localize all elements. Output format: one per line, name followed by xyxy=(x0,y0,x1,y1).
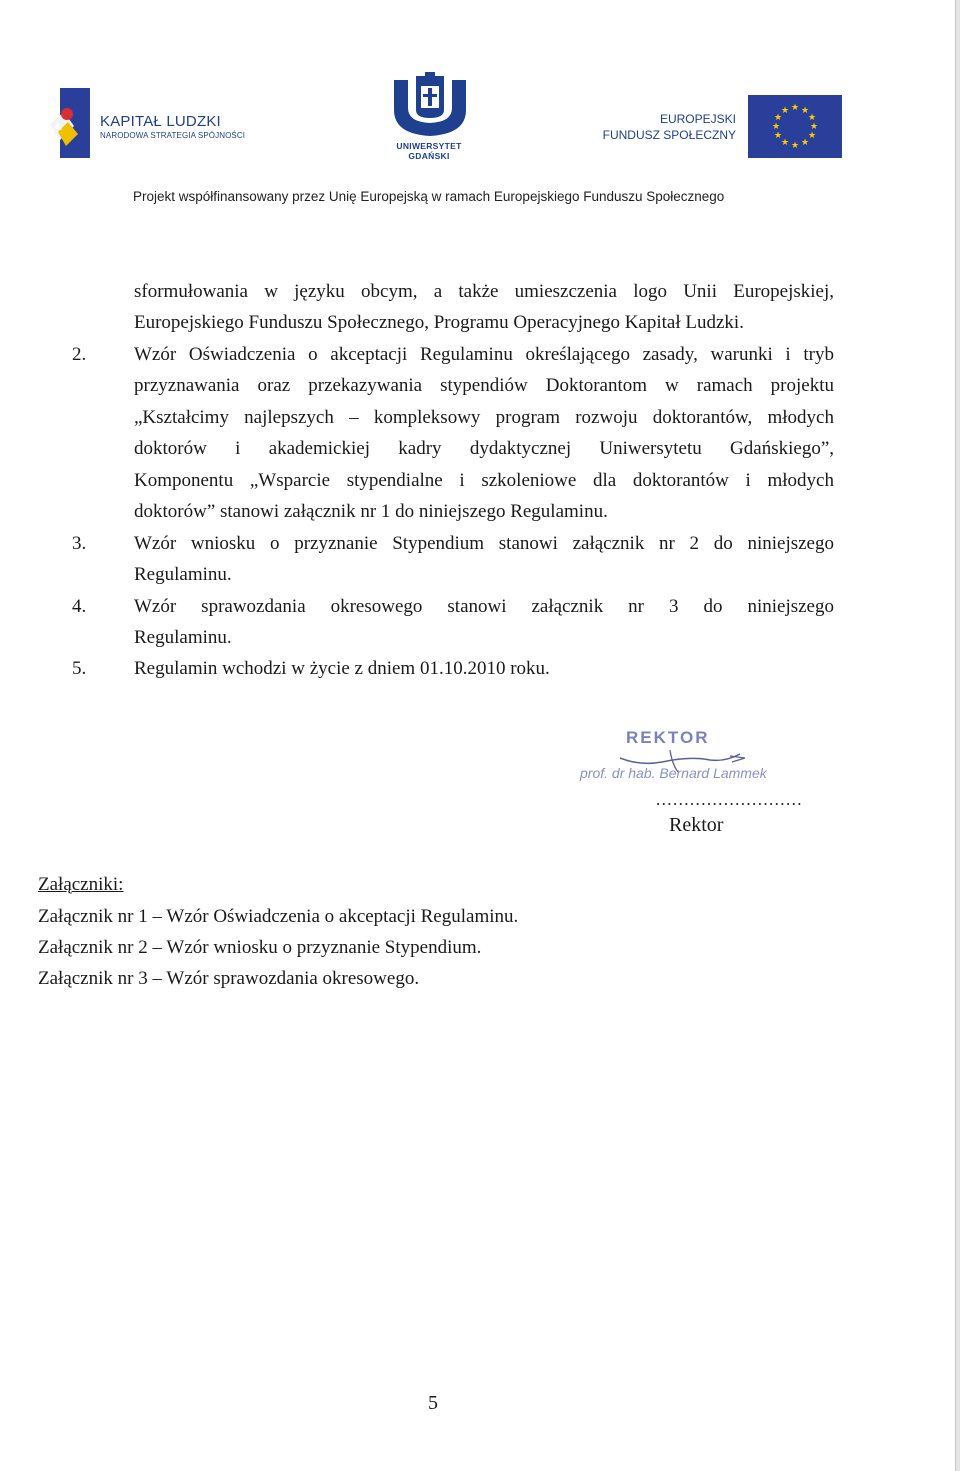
item-2-line: przyznawania oraz przekazywania stypendiów Doktorantom w ramach projektu xyxy=(134,375,834,396)
attachments-heading: Załączniki: xyxy=(38,874,124,895)
continued-line-1: sformułowania w języku obcym, a także umieszczenia logo Unii Europejskiej, xyxy=(134,281,834,302)
signature-dots: .......................... xyxy=(656,790,803,809)
signature-label: Rektor xyxy=(669,814,724,836)
item-2-line: Komponentu „Wsparcie stypendialne i szkoleniowe dla doktorantów i młodych xyxy=(134,470,834,491)
page-number: 5 xyxy=(428,1392,438,1414)
svg-text:★: ★ xyxy=(809,122,819,132)
svg-text:★: ★ xyxy=(780,106,790,116)
svg-text:★: ★ xyxy=(800,106,810,116)
item-5-line: Regulamin wchodzi w życie z dniem 01.10.2010 roku. xyxy=(134,658,550,679)
university-name: UNIWERSYTET GDAŃSKI xyxy=(396,141,462,161)
attachment-item: Załącznik nr 3 – Wzór sprawozdania okresowego. xyxy=(38,968,420,989)
cofinancing-note: Projekt współfinansowany przez Unię Europejską w ramach Europejskiego Funduszu Społecznego xyxy=(133,189,725,204)
kl-subtitle: NARODOWA STRATEGIA SPÓJNOŚCI xyxy=(100,131,246,140)
item-2-line: Wzór Oświadczenia o akceptacji Regulaminu określającego zasady, warunki i tryb xyxy=(134,344,834,365)
item-4-line: Wzór sprawozdania okresowego stanowi załącznik nr 3 do niniejszego xyxy=(134,596,834,617)
item-3-line: Wzór wniosku o przyznanie Stypendium stanowi załącznik nr 2 do niniejszego xyxy=(134,533,834,554)
item-number: 3. xyxy=(72,533,87,554)
item-number: 4. xyxy=(72,596,87,617)
kapital-ludzki-wordmark xyxy=(100,114,245,140)
efs-line-2: FUNDUSZ SPOŁECZNY xyxy=(602,127,736,142)
efs-line-1: EUROPEJSKI xyxy=(659,112,736,126)
item-2-line: doktorów i akademickiej kadry dydaktycznej Uniwersytetu Gdańskiego”, xyxy=(134,438,834,459)
kapital-ludzki-logo-icon xyxy=(50,88,92,158)
university-crest-icon xyxy=(390,72,470,138)
page-edge xyxy=(956,0,960,1471)
svg-text:★: ★ xyxy=(790,141,800,151)
item-2-line: doktorów” stanowi załącznik nr 1 do niniejszego Regulaminu. xyxy=(134,501,608,522)
kl-title: KAPITAŁ LUDZKI xyxy=(100,113,221,130)
attachment-item: Załącznik nr 2 – Wzór wniosku o przyznanie Stypendium. xyxy=(38,937,482,958)
svg-text:★: ★ xyxy=(780,138,790,148)
eu-flag-icon xyxy=(748,95,842,158)
svg-text:★: ★ xyxy=(800,138,810,148)
item-number: 5. xyxy=(72,658,87,679)
svg-text:★: ★ xyxy=(807,113,817,123)
efs-wordmark xyxy=(603,112,736,143)
item-3-line: Regulaminu. xyxy=(134,564,232,585)
svg-text:★: ★ xyxy=(790,103,800,113)
svg-text:★: ★ xyxy=(807,131,817,141)
rector-stamp-title: REKTOR xyxy=(626,728,710,747)
item-2-line: „Kształcimy najlepszych – kompleksowy program rozwoju doktorantów, młodych xyxy=(134,407,834,428)
rector-stamp-name: prof. dr hab. Bernard Lammek xyxy=(580,765,767,781)
svg-text:★: ★ xyxy=(773,131,783,141)
item-number: 2. xyxy=(72,344,87,365)
svg-text:★: ★ xyxy=(771,122,781,132)
attachment-item: Załącznik nr 1 – Wzór Oświadczenia o akceptacji Regulaminu. xyxy=(38,906,519,927)
svg-text:★: ★ xyxy=(773,113,783,123)
continued-line-2: Europejskiego Funduszu Społecznego, Programu Operacyjnego Kapitał Ludzki. xyxy=(134,312,744,333)
item-4-line: Regulaminu. xyxy=(134,627,232,648)
